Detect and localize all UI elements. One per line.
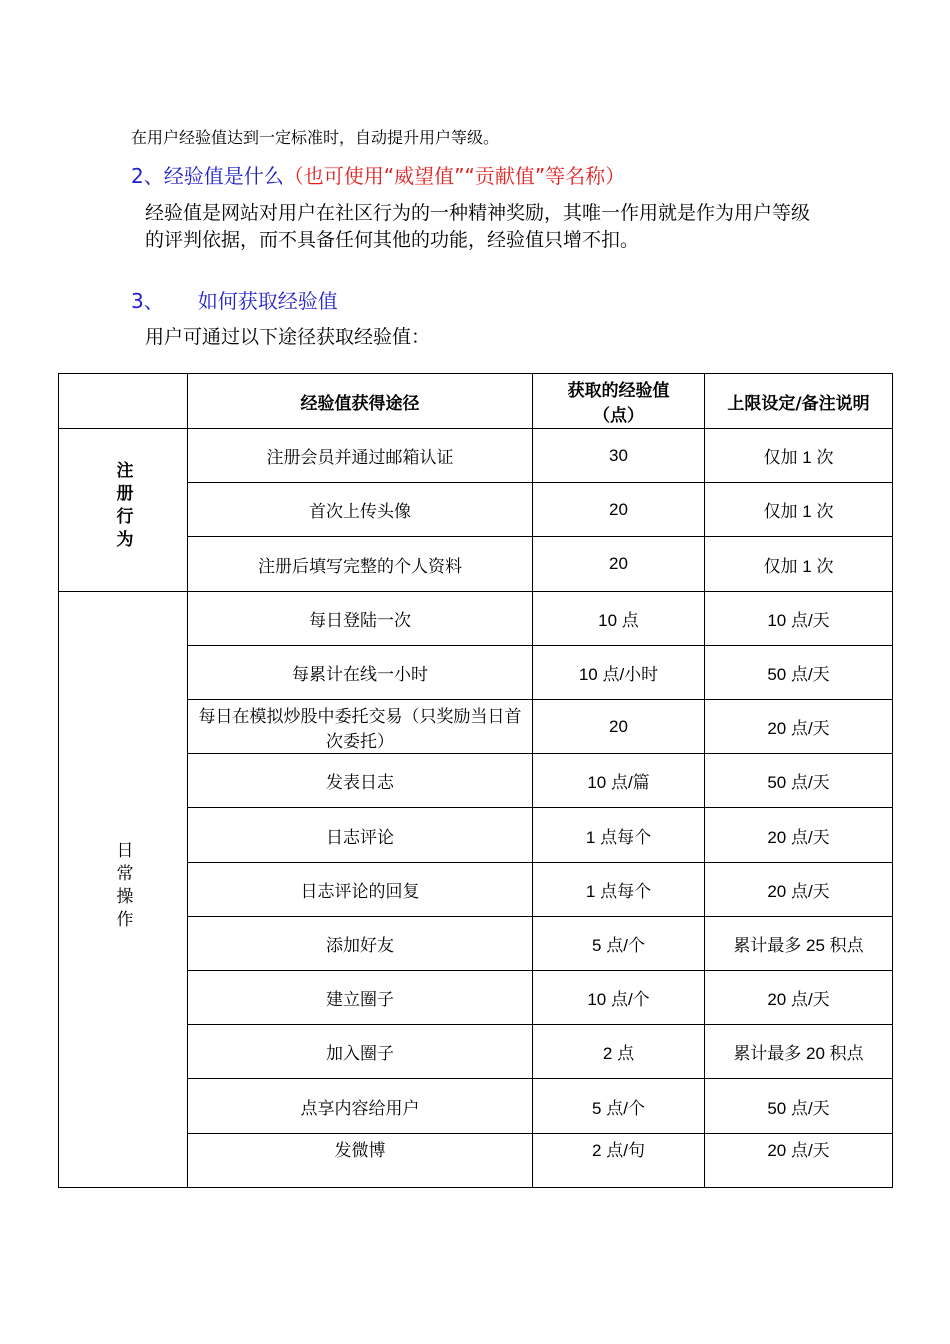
header-blank xyxy=(59,374,188,429)
method-cell: 点享内容给用户 xyxy=(188,1079,533,1133)
method-cell: 发表日志 xyxy=(188,754,533,808)
group-label: 注册行为 xyxy=(112,461,133,554)
group-label-cell xyxy=(59,429,188,592)
points-cell: 10 点/个 xyxy=(533,971,705,1025)
method-cell: 注册会员并通过邮箱认证 xyxy=(188,429,533,483)
limit-cell: 20 点/天 xyxy=(705,971,893,1025)
method-cell: 建立圈子 xyxy=(188,971,533,1025)
limit-cell: 20 点/天 xyxy=(705,1133,893,1187)
method-cell: 发微博 xyxy=(188,1133,533,1187)
method-cell: 每日在模拟炒股中委托交易（只奖励当日首次委托） xyxy=(188,700,533,754)
points-cell: 20 xyxy=(533,700,705,754)
table-row xyxy=(59,429,893,483)
limit-cell: 50 点/天 xyxy=(705,645,893,699)
limit-cell: 仅加 1 次 xyxy=(705,537,893,591)
heading-3-number: 3、 xyxy=(131,289,164,313)
limit-cell: 50 点/天 xyxy=(705,754,893,808)
intro-text: 在用户经验值达到一定标准时，自动提升用户等级。 xyxy=(131,128,500,147)
points-cell: 1 点每个 xyxy=(533,808,705,862)
points-cell: 2 点 xyxy=(533,1025,705,1079)
method-cell: 日志评论 xyxy=(188,808,533,862)
method-cell: 注册后填写完整的个人资料 xyxy=(188,537,533,591)
method-cell: 日志评论的回复 xyxy=(188,862,533,916)
limit-cell: 累计最多 25 积点 xyxy=(705,916,893,970)
section-heading-3 xyxy=(131,285,338,314)
method-cell: 每累计在线一小时 xyxy=(188,645,533,699)
heading-3-text: 如何获取经验值 xyxy=(197,289,338,313)
header-points: 获取的经验值（点） xyxy=(533,374,705,429)
limit-cell: 20 点/天 xyxy=(705,808,893,862)
experience-table xyxy=(58,373,893,1188)
heading-2-prefix: 2、经验值是什么 xyxy=(131,164,284,188)
method-cell: 首次上传头像 xyxy=(188,483,533,537)
definition-paragraph: 经验值是网站对用户在社区行为的一种精神奖励，其唯一作用就是作为用户等级的评判依据，而不具备任何其他的功能，经验值只增不扣。 xyxy=(145,202,811,251)
lead-text: 用户可通过以下途径获取经验值： xyxy=(145,326,431,348)
points-cell: 5 点/个 xyxy=(533,916,705,970)
points-cell: 10 点/小时 xyxy=(533,645,705,699)
limit-cell: 50 点/天 xyxy=(705,1079,893,1133)
points-cell: 2 点/句 xyxy=(533,1133,705,1187)
points-cell: 10 点 xyxy=(533,591,705,645)
method-cell: 每日登陆一次 xyxy=(188,591,533,645)
section-heading-2 xyxy=(131,160,625,189)
method-cell: 添加好友 xyxy=(188,916,533,970)
table-row xyxy=(59,591,893,645)
table-header-row xyxy=(59,374,893,429)
header-limit: 上限设定/备注说明 xyxy=(705,374,893,429)
limit-cell: 20 点/天 xyxy=(705,700,893,754)
points-cell: 30 xyxy=(533,429,705,483)
heading-2-note: （也可使用“威望值”“贡献值”等名称） xyxy=(283,164,626,188)
points-cell: 5 点/个 xyxy=(533,1079,705,1133)
header-method: 经验值获得途径 xyxy=(188,374,533,429)
group-label-cell xyxy=(59,591,188,1187)
points-cell: 20 xyxy=(533,483,705,537)
limit-cell: 10 点/天 xyxy=(705,591,893,645)
method-cell: 加入圈子 xyxy=(188,1025,533,1079)
points-cell: 20 xyxy=(533,537,705,591)
limit-cell: 仅加 1 次 xyxy=(705,429,893,483)
limit-cell: 累计最多 20 积点 xyxy=(705,1025,893,1079)
group-label: 日常操作 xyxy=(112,840,133,933)
points-cell: 10 点/篇 xyxy=(533,754,705,808)
points-cell: 1 点每个 xyxy=(533,862,705,916)
limit-cell: 仅加 1 次 xyxy=(705,483,893,537)
limit-cell: 20 点/天 xyxy=(705,862,893,916)
